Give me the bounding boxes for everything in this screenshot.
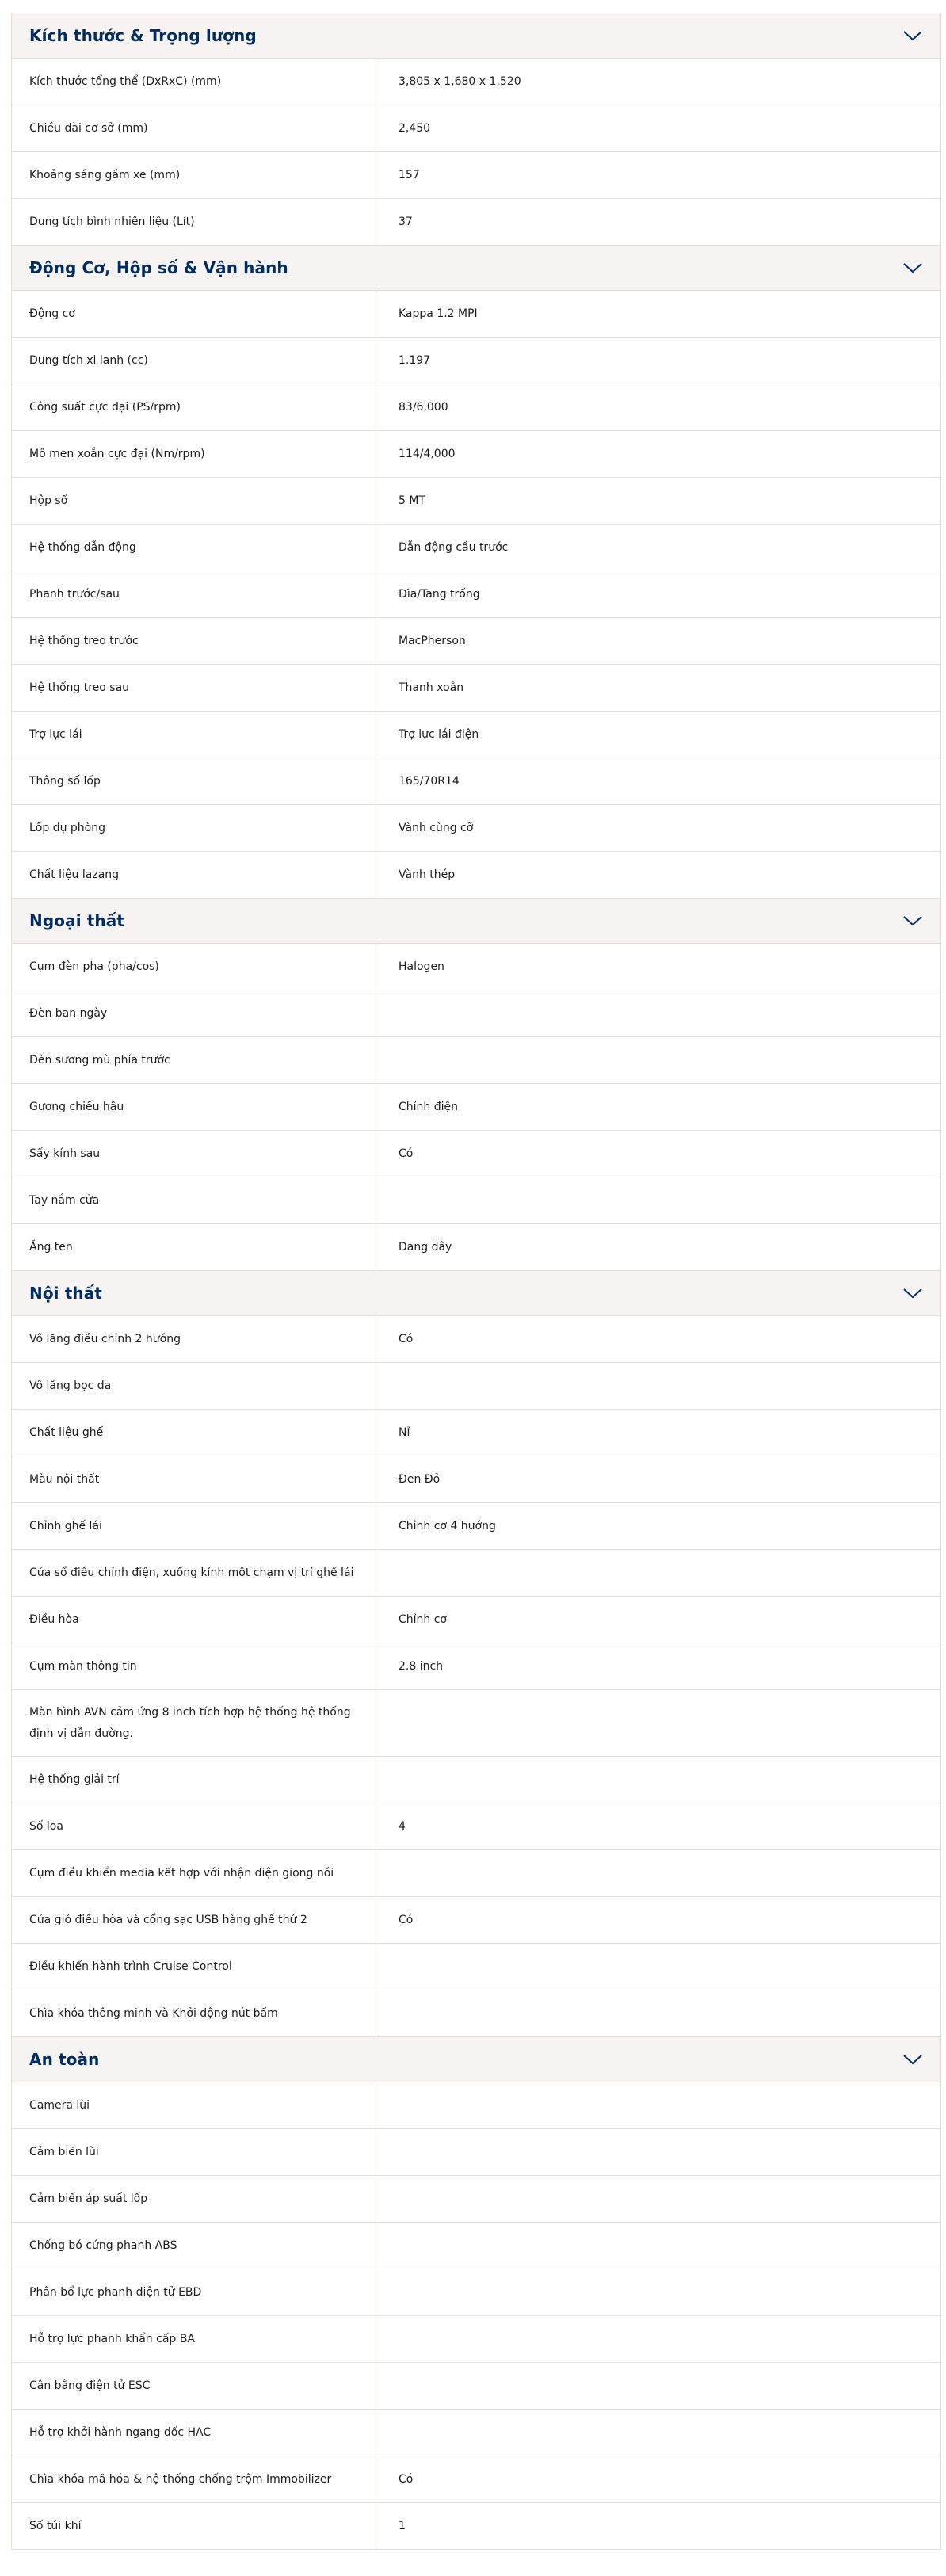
- spec-row: [12, 2410, 940, 2456]
- spec-label: Cửa gió điều hòa và cổng sạc USB hàng ghế thứ 2: [12, 1897, 376, 1943]
- spec-row: [12, 2082, 940, 2129]
- spec-row: [12, 1456, 940, 1503]
- section-header[interactable]: [12, 899, 940, 944]
- spec-row: [12, 1131, 940, 1177]
- spec-value: [376, 2176, 940, 2222]
- spec-value: [376, 2082, 940, 2128]
- spec-value: Đĩa/Tang trống: [399, 588, 480, 601]
- spec-row: [12, 152, 940, 199]
- spec-row: [12, 1690, 940, 1757]
- spec-value: 2,450: [399, 122, 431, 135]
- spec-row: [12, 712, 940, 758]
- spec-value: Kappa 1.2 MPI: [399, 307, 478, 320]
- spec-label: Chìa khóa thông minh và Khởi động nút bấm: [12, 1990, 376, 2036]
- spec-row: [12, 525, 940, 571]
- section-header[interactable]: [12, 2037, 940, 2082]
- spec-value: Nỉ: [399, 1426, 410, 1439]
- spec-label: Vô lăng bọc da: [12, 1363, 376, 1409]
- spec-value: 5 MT: [399, 494, 425, 507]
- spec-value: Chỉnh cơ 4 hướng: [399, 1520, 496, 1532]
- spec-row: [12, 990, 940, 1037]
- spec-value: [376, 1944, 940, 1990]
- spec-label: Vô lăng điều chỉnh 2 hướng: [12, 1316, 376, 1362]
- spec-label: Màu nội thất: [12, 1456, 376, 1502]
- spec-label: Mô men xoắn cực đại (Nm/rpm): [12, 431, 376, 477]
- spec-row: [12, 2129, 940, 2176]
- spec-label: Hệ thống giải trí: [12, 1757, 376, 1803]
- spec-row: [12, 2363, 940, 2410]
- chevron-down-icon[interactable]: [902, 29, 923, 42]
- spec-section: [12, 899, 940, 1271]
- spec-value: [376, 1550, 940, 1596]
- spec-label: Sấy kính sau: [12, 1131, 376, 1177]
- spec-label: Phanh trước/sau: [12, 571, 376, 617]
- spec-row: [12, 618, 940, 665]
- spec-value: MacPherson: [399, 635, 466, 647]
- section-title: Kích thước & Trọng lượng: [29, 26, 257, 45]
- spec-row: [12, 2269, 940, 2316]
- spec-label: Đèn sương mù phía trước: [12, 1037, 376, 1083]
- spec-value: Có: [399, 1147, 414, 1160]
- spec-row: [12, 1944, 940, 1990]
- spec-row: [12, 1316, 940, 1363]
- spec-row: [12, 1550, 940, 1597]
- spec-row: [12, 852, 940, 899]
- spec-value: Vành cùng cỡ: [399, 822, 474, 834]
- spec-value: Halogen: [399, 960, 444, 973]
- spec-row: [12, 1410, 940, 1456]
- spec-row: [12, 1084, 940, 1131]
- spec-value: Chỉnh cơ: [399, 1613, 447, 1626]
- section-header[interactable]: [12, 13, 940, 59]
- spec-section: [12, 2037, 940, 2550]
- spec-row: [12, 478, 940, 525]
- section-title: An toàn: [29, 2050, 100, 2069]
- spec-value: Thanh xoắn: [399, 681, 464, 694]
- section-header[interactable]: [12, 1271, 940, 1316]
- spec-value: [376, 1690, 940, 1756]
- spec-value: Đen Đỏ: [399, 1473, 441, 1486]
- spec-label: Màn hình AVN cảm ứng 8 inch tích hợp hệ thống hệ thống định vị dẫn đường.: [12, 1690, 376, 1756]
- spec-label: Dung tích bình nhiên liệu (Lít): [12, 199, 376, 245]
- spec-label: Chống bó cứng phanh ABS: [12, 2223, 376, 2269]
- spec-label: Cụm đèn pha (pha/cos): [12, 944, 376, 990]
- spec-row: [12, 2176, 940, 2223]
- spec-label: Dung tích xi lanh (cc): [12, 338, 376, 384]
- spec-value: 1.197: [399, 354, 431, 367]
- spec-value: 114/4,000: [399, 448, 456, 460]
- spec-value: Chỉnh điện: [399, 1101, 458, 1113]
- spec-label: Cảm biến lùi: [12, 2129, 376, 2175]
- spec-row: [12, 665, 940, 712]
- spec-label: Hệ thống treo sau: [12, 665, 376, 711]
- spec-label: Chìa khóa mã hóa & hệ thống chống trộm Immobilizer: [12, 2456, 376, 2502]
- spec-value: Dạng dây: [399, 1241, 452, 1254]
- chevron-down-icon[interactable]: [902, 914, 923, 927]
- spec-value: 3,805 x 1,680 x 1,520: [399, 75, 521, 88]
- section-header[interactable]: [12, 246, 940, 291]
- spec-label: Gương chiếu hậu: [12, 1084, 376, 1130]
- spec-row: [12, 1363, 940, 1410]
- spec-label: Hỗ trợ lực phanh khẩn cấp BA: [12, 2316, 376, 2362]
- spec-row: [12, 1757, 940, 1803]
- spec-row: [12, 1037, 940, 1084]
- spec-label: Kích thước tổng thể (DxRxC) (mm): [12, 59, 376, 105]
- section-title: Ngoại thất: [29, 911, 124, 930]
- spec-row: [12, 105, 940, 152]
- spec-label: Chất liệu ghế: [12, 1410, 376, 1456]
- spec-section: [12, 13, 940, 246]
- spec-label: Phân bổ lực phanh điện tử EBD: [12, 2269, 376, 2315]
- spec-label: Cân bằng điện tử ESC: [12, 2363, 376, 2409]
- spec-row: [12, 944, 940, 990]
- spec-value: Vành thép: [399, 868, 456, 881]
- spec-label: Điều hòa: [12, 1597, 376, 1643]
- spec-value: [376, 1850, 940, 1896]
- spec-table: [11, 13, 941, 2550]
- chevron-down-icon[interactable]: [902, 261, 923, 274]
- spec-label: Khoảng sáng gầm xe (mm): [12, 152, 376, 198]
- spec-row: [12, 1990, 940, 2037]
- spec-row: [12, 1897, 940, 1944]
- spec-label: Động cơ: [12, 291, 376, 337]
- spec-value: Dẫn động cầu trước: [399, 541, 509, 554]
- spec-section: [12, 1271, 940, 2037]
- spec-label: Cửa sổ điều chỉnh điện, xuống kính một chạm vị trí ghế lái: [12, 1550, 376, 1596]
- spec-value: [376, 2129, 940, 2175]
- spec-label: Chỉnh ghế lái: [12, 1503, 376, 1549]
- spec-label: Cảm biến áp suất lốp: [12, 2176, 376, 2222]
- spec-row: [12, 2456, 940, 2503]
- spec-value: [376, 1363, 940, 1409]
- spec-value: Có: [399, 1333, 414, 1345]
- spec-label: Lốp dự phòng: [12, 805, 376, 851]
- spec-section: [12, 246, 940, 899]
- spec-row: [12, 2503, 940, 2550]
- chevron-down-icon[interactable]: [902, 2053, 923, 2066]
- spec-value: [376, 2269, 940, 2315]
- spec-value: 4: [399, 1820, 406, 1833]
- spec-label: Hệ thống dẫn động: [12, 525, 376, 571]
- spec-label: Hệ thống treo trước: [12, 618, 376, 664]
- spec-label: Chất liệu lazang: [12, 852, 376, 898]
- spec-row: [12, 1224, 940, 1271]
- spec-value: [376, 1177, 940, 1223]
- spec-label: Camera lùi: [12, 2082, 376, 2128]
- spec-label: Ăng ten: [12, 1224, 376, 1270]
- spec-label: Số loa: [12, 1803, 376, 1849]
- section-title: Động Cơ, Hộp số & Vận hành: [29, 258, 288, 277]
- spec-value: [376, 2410, 940, 2456]
- spec-value: 37: [399, 216, 413, 228]
- spec-label: Cụm điều khiển media kết hợp với nhận diện giọng nói: [12, 1850, 376, 1896]
- spec-row: [12, 59, 940, 105]
- spec-row: [12, 291, 940, 338]
- spec-row: [12, 384, 940, 431]
- spec-row: [12, 1803, 940, 1850]
- spec-label: Trợ lực lái: [12, 712, 376, 758]
- spec-value: Có: [399, 1914, 414, 1926]
- spec-label: Chiều dài cơ sở (mm): [12, 105, 376, 151]
- spec-value: [376, 1990, 940, 2036]
- spec-row: [12, 805, 940, 852]
- spec-value: [376, 1757, 940, 1803]
- spec-value: [376, 2316, 940, 2362]
- spec-row: [12, 2223, 940, 2269]
- spec-label: Số túi khí: [12, 2503, 376, 2549]
- spec-row: [12, 1597, 940, 1643]
- spec-value: [376, 990, 940, 1036]
- spec-value: [376, 2223, 940, 2269]
- spec-label: Tay nắm cửa: [12, 1177, 376, 1223]
- spec-value: 165/70R14: [399, 775, 460, 788]
- spec-value: 83/6,000: [399, 401, 448, 414]
- spec-row: [12, 1503, 940, 1550]
- spec-row: [12, 758, 940, 805]
- spec-value: Trợ lực lái điện: [399, 728, 479, 741]
- spec-label: Hộp số: [12, 478, 376, 524]
- spec-label: Công suất cực đại (PS/rpm): [12, 384, 376, 430]
- spec-row: [12, 199, 940, 246]
- spec-label: Hỗ trợ khởi hành ngang dốc HAC: [12, 2410, 376, 2456]
- section-title: Nội thất: [29, 1284, 102, 1303]
- spec-row: [12, 1643, 940, 1690]
- chevron-down-icon[interactable]: [902, 1287, 923, 1299]
- spec-value: 157: [399, 169, 420, 181]
- spec-row: [12, 431, 940, 478]
- spec-row: [12, 1850, 940, 1897]
- spec-value: Có: [399, 2473, 414, 2486]
- spec-label: Thông số lốp: [12, 758, 376, 804]
- spec-row: [12, 2316, 940, 2363]
- spec-row: [12, 1177, 940, 1224]
- spec-label: Điều khiển hành trình Cruise Control: [12, 1944, 376, 1990]
- spec-value: [376, 2363, 940, 2409]
- spec-label: Cụm màn thông tin: [12, 1643, 376, 1689]
- spec-row: [12, 571, 940, 618]
- spec-value: 2.8 inch: [399, 1660, 444, 1673]
- spec-value: 1: [399, 2520, 406, 2532]
- spec-label: Đèn ban ngày: [12, 990, 376, 1036]
- spec-value: [376, 1037, 940, 1083]
- spec-row: [12, 338, 940, 384]
